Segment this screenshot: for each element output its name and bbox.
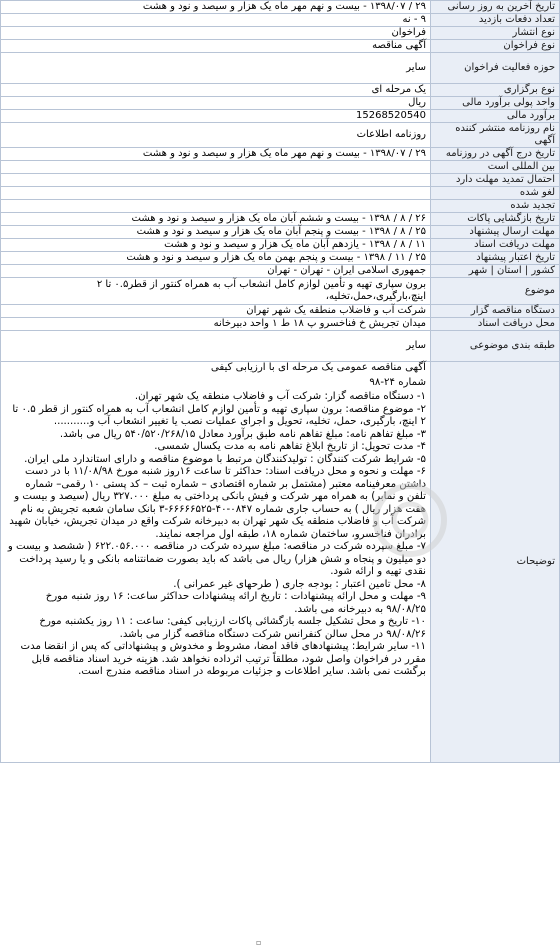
info-row-value: جمهوری اسلامی ایران - تهران - تهران [1,265,431,278]
info-row-value: ریال [1,97,431,110]
info-row [1,97,560,110]
row-subject [1,278,560,305]
info-row [1,174,560,187]
info-rows [1,1,560,278]
info-row-value: ۱۱ / ۸ / ۱۳۹۸ - یازدهم آبان ماه یک هزار و سیصد و نود و هشت [1,239,431,252]
organizer-label: دستگاه مناقصه گزار [431,305,560,318]
description-paragraph: ۱۱- سایر شرایط: پیشنهادهای فاقد امضا، مشروط و مخدوش و پیشنهاداتی که پس از انقضا مدت مقرر در فراخوان واصل شود، مطلقاً ترتیب اثرداده نخواهد شد. هزینه خرید اسناد مناقصه قابل برگشت نمی باشد. سایر اطلاعات و جزئیات مربوطه در اسناد مناقصه مندرج است. [20,641,426,677]
info-row-value [1,200,431,213]
info-row-value: سایر [1,53,431,84]
category-value: سایر [1,331,431,362]
row-organizer [1,305,560,318]
info-row-value: ۲۵ / ۱۱ / ۱۳۹۸ - بیست و پنجم بهمن ماه یک هزار و سیصد و نود و هشت [1,252,431,265]
info-row-value: 15268520540 [1,110,431,123]
info-row-label: تاریخ بازگشایی پاکات [431,213,560,226]
subject-value: برون سپاری تهیه و تأمین لوازم کامل انشعاب آب به همراه کنتور از قطر۰.۵ تا ۲ اینچ،بارگیری،حمل،تخلیه، [1,278,431,305]
info-row [1,14,560,27]
page-marker: ▫ [256,938,262,947]
info-row-label: کشور | استان | شهر [431,265,560,278]
info-row [1,200,560,213]
info-row-label: حوزه فعالیت فراخوان [431,53,560,84]
info-row-label: تاریخ درج آگهی در روزنامه [431,148,560,161]
row-category [1,331,560,362]
info-row-label: برآورد مالی [431,110,560,123]
row-doc-place [1,318,560,331]
description-paragraph: ۲- موضوع مناقصه: برون سپاری تهیه و تأمین لوازم کامل انشعاب آب به همراه کنتور از قطر ۰.۵ تا ۲ اینچ، بارگیری، حمل، تخلیه، تحویل و اجرای عملیات نصب یا تغییر انشعاب آب و........... [12,403,426,427]
description-paragraph: ۴- مدت تحویل: از تاریخ ابلاغ تفاهم نامه به مدت یکسال شمسی. [154,441,426,452]
info-row-value: ۲۹ / ۱۳۹۸/۰۷ - بیست و نهم مهر ماه یک هزار و سیصد و نود و هشت [1,148,431,161]
organizer-value: شرکت آب و فاضلاب منطقه یک شهر تهران [1,305,431,318]
description-paragraph: ۵- شرایط شرکت کنندگان : تولیدکنندگان مرتبط با موضوع مناقصه و دارای استاندارد ملی ایران. [24,453,426,465]
info-row [1,148,560,161]
description-paragraph: ۷- مبلغ سپرده شرکت در مناقصه: مبلغ سپرده شرکت در مناقصه ۶۲۲.۰۵۶.۰۰۰ ( ششصد و بیست و دو میلیون و پنجاه و شش هزار) ریال می باشد که باید بصورت ضمانتنامه بانکی و یا رسید پرداخت نقدی تهیه و ارائه شود. [7,541,426,577]
info-row-label: نوع فراخوان [431,40,560,53]
info-row-label: نام روزنامه منتشر کننده آگهی [431,123,560,148]
description-text [5,362,426,679]
description-paragraph: ۸- محل تامین اعتبار : بودجه جاری ( طرحهای غیر عمرانی ). [173,578,426,590]
info-row [1,265,560,278]
subject-label: موضوع [431,278,560,305]
doc-place-value: میدان تجریش خ فناخسرو پ ۱۸ ط ۱ واحد دبیرخانه [1,318,431,331]
description-paragraph: ۹- مهلت و محل ارائه پیشنهادات : تاریخ ارائه پیشنهادات حداکثر ساعت: ۱۶ روز شنبه مورخ ۹۸/۰۸/۲۵ به دبیرخانه می باشد. [45,591,426,615]
info-row [1,84,560,97]
info-row-value: ۲۶ / ۸ / ۱۳۹۸ - بیست و ششم آبان ماه یک هزار و سیصد و نود و هشت [1,213,431,226]
info-row-label: نوع انتشار [431,27,560,40]
info-row-label: احتمال تمدید مهلت دارد [431,174,560,187]
info-row-value: ۲۵ / ۸ / ۱۳۹۸ - بیست و پنجم آبان ماه یک هزار و سیصد و نود و هشت [1,226,431,239]
info-row-label: مهلت ارسال پیشنهاد [431,226,560,239]
description-paragraph: ۱۰- تاریخ و محل تشکیل جلسه بازگشائی پاکات ارزیابی کیفی: ساعت : ۱۱ روز یکشنبه مورخ ۹۸/۰۸/۲۶ در محل سالن کنفرانس شرکت دستگاه مناقصه گزار می باشد. [39,616,426,640]
description-paragraph: ۱- دستگاه مناقصه گزار: شرکت آب و فاضلاب منطقه یک شهر تهران. [134,391,426,402]
category-label: طبقه بندی موضوعی [431,331,560,362]
description-label: توضیحات [431,362,560,763]
info-row-label: تاریخ اعتبار پیشنهاد [431,252,560,265]
info-row [1,123,560,148]
info-row-label: مهلت دریافت اسناد [431,239,560,252]
info-row-value: آگهی مناقصه [1,40,431,53]
row-description [1,362,560,763]
info-row [1,226,560,239]
info-row-value: فراخوان [1,27,431,40]
info-row-label: تجدید شده [431,200,560,213]
info-row-label: بین المللی است [431,161,560,174]
description-paragraph: ۳- مبلغ تفاهم نامه: مبلغ تفاهم نامه طبق برآورد معادل ۵۴۰/۵۲۰/۲۶۸/۱۵ ریال می باشد. [59,428,426,440]
info-row-label: لغو شده [431,187,560,200]
info-row-value: روزنامه اطلاعات [1,123,431,148]
info-row-label: واحد پولی برآورد مالی [431,97,560,110]
info-row [1,40,560,53]
info-row [1,110,560,123]
info-row-label: نوع برگزاری [431,84,560,97]
doc-place-label: محل دریافت اسناد [431,318,560,331]
description-value [1,362,431,763]
info-row-value [1,174,431,187]
info-row-label: تعداد دفعات بازدید [431,14,560,27]
info-row [1,187,560,200]
info-row [1,161,560,174]
description-paragraph: آگهی مناقصه عمومی یک مرحله ای با ارزیابی کیفی [210,362,426,373]
info-row [1,53,560,84]
info-row [1,252,560,265]
info-row-value: یک مرحله ای [1,84,431,97]
info-row-value: ۲۹ / ۱۳۹۸/۰۷ - بیست و نهم مهر ماه یک هزار و سیصد و نود و هشت [1,1,431,14]
info-row-value [1,187,431,200]
info-row [1,27,560,40]
description-paragraph: ۶- مهلت و نحوه و محل دریافت اسناد: حداکثر تا ساعت ۱۶روز شنبه مورخ ۱۱/۰۸/۹۸ با در دست داشتن معرفینامه معتبر (مشتمل بر شماره اقتصادی – شماره ثبت – کد پستی ۱۰ رقمی– شماره تلفن و نمابر) به همراه مهر شرکت و فیش بانکی پرداختی به مبلغ ۳۲۷.۰۰۰ ریال (سیصد و بیست و هفت هزار ریال ) به حساب جاری شماره ۰۸۴۷-۴۰-۶۶۶۶۶۵۲۵-۳ بانک سامان شعبه تجریش به نام شرکت آب و فاضلاب منطقه یک شهر تهران به دبیرخانه شرکت واقع در میدان تجریش، خیابان شهید برادران فناخسرو، ساختمان شماره ۱۸، طبقه اول مراجعه نمایند. [9,466,426,540]
info-row-label: تاریخ آخرین به روز رسانی [431,1,560,14]
info-row-value [1,161,431,174]
info-row [1,1,560,14]
info-row [1,239,560,252]
info-row-value: ۹ - نه [1,14,431,27]
description-paragraph: شماره ۲۴-۹۸ [369,376,426,388]
info-row [1,213,560,226]
